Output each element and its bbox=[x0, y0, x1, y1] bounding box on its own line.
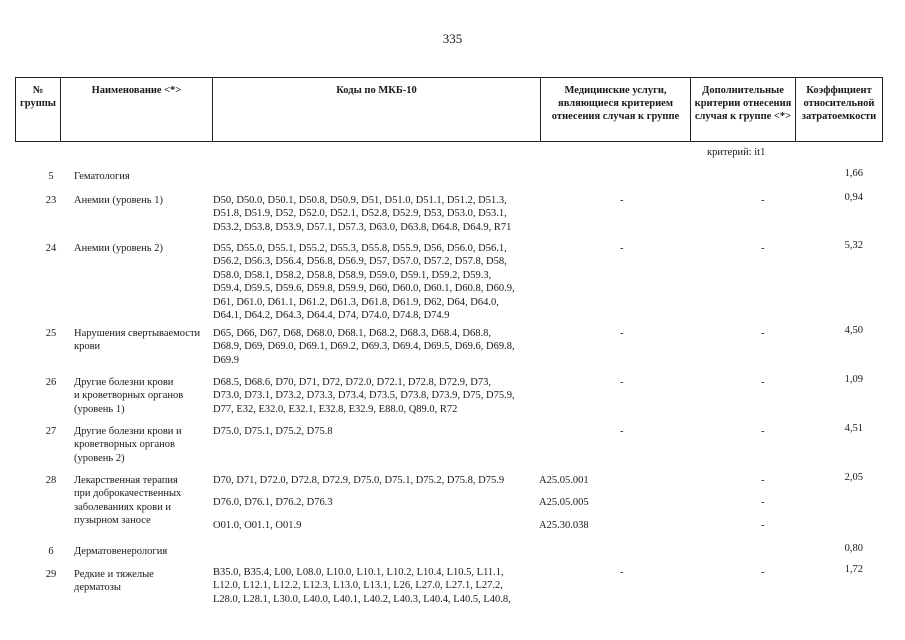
group-number: 6 bbox=[48, 546, 54, 557]
medical-service: - bbox=[620, 243, 624, 254]
additional-criteria: - bbox=[761, 497, 765, 508]
medical-service: - bbox=[620, 328, 624, 339]
additional-criteria: - bbox=[761, 567, 765, 578]
icd-codes: D50, D50.0, D50.1, D50.8, D50.9, D51, D51.0, D51.1, D51.2, D51.3, D51.8, D51.9, D52, D52.0, D52.1, D52.8, D52.9, D53, D53.0, D53.1, D53.2, D53.8, D53.9, D57.1, D57.3, D63.0, D63.8, D64.8, D64.9, R71 bbox=[213, 195, 512, 233]
icd-codes: D75.0, D75.1, D75.2, D75.8 bbox=[213, 426, 333, 437]
group-number: 29 bbox=[45, 569, 57, 580]
medical-service: - bbox=[620, 567, 624, 578]
group-name: Дерматовенерология bbox=[74, 546, 168, 557]
group-name: Анемии (уровень 2) bbox=[74, 243, 163, 254]
header-coefficient: Коэффициент относительной затратоемкости bbox=[801, 85, 877, 122]
medical-service: A25.05.001 bbox=[539, 475, 589, 486]
medical-service: - bbox=[620, 377, 624, 388]
group-number: 23 bbox=[45, 195, 57, 206]
header-medical-services: Медицинские услуги, являющиеся критерием отнесения случая к группе bbox=[541, 78, 691, 141]
additional-criteria: - bbox=[761, 328, 765, 339]
group-number: 26 bbox=[45, 377, 57, 388]
header-group-number: № группы bbox=[16, 78, 61, 141]
icd-codes: O01.0, O01.1, O01.9 bbox=[213, 520, 302, 531]
coefficient: 1,09 bbox=[844, 374, 863, 385]
coefficient: 0,80 bbox=[844, 543, 863, 554]
coefficient: 1,66 bbox=[844, 168, 863, 179]
additional-criteria: - bbox=[761, 243, 765, 254]
medical-service: - bbox=[620, 426, 624, 437]
coefficient: 4,50 bbox=[844, 325, 863, 336]
coefficient: 1,72 bbox=[844, 564, 863, 575]
icd-codes: B35.0, B35.4, L00, L08.0, L10.0, L10.1, L10.2, L10.4, L10.5, L11.1, L12.0, L12.1, L12.2, L12.3, L13.0, L13.1, L26, L27.0, L27.1, L27.2, L28.0, L28.1, L30.0, L40.0, L40.1, L40.2, L40.3, L40.4, L40.5, L40.8, bbox=[213, 567, 511, 605]
group-name: Лекарственная терапия при доброкачественных заболеваниях крови и пузырном заносе bbox=[74, 475, 182, 527]
group-number: 24 bbox=[45, 243, 57, 254]
coefficient: 2,05 bbox=[844, 472, 863, 483]
group-number: 5 bbox=[48, 171, 54, 182]
coefficient: 5,32 bbox=[844, 240, 863, 251]
medical-service: - bbox=[620, 195, 624, 206]
additional-criteria: - bbox=[761, 426, 765, 437]
group-name: Анемии (уровень 1) bbox=[74, 195, 163, 206]
additional-criteria: - bbox=[761, 520, 765, 531]
additional-criteria: - bbox=[761, 195, 765, 206]
header-icd-codes: Коды по МКБ-10 bbox=[213, 78, 541, 141]
page-number: 335 bbox=[442, 31, 463, 46]
additional-criteria: - bbox=[761, 377, 765, 388]
group-name: Другие болезни крови и кроветворных органов (уровень 1) bbox=[74, 377, 184, 415]
coefficient: 0,94 bbox=[844, 192, 863, 203]
group-name: Редкие и тяжелые дерматозы bbox=[74, 569, 154, 594]
medical-service: A25.05.005 bbox=[539, 497, 589, 508]
group-number: 27 bbox=[45, 426, 57, 437]
group-name: Гематология bbox=[74, 171, 130, 182]
coefficient: 4,51 bbox=[844, 423, 863, 434]
icd-codes: D76.0, D76.1, D76.2, D76.3 bbox=[213, 497, 333, 508]
group-name: Другие болезни крови и кроветворных органов (уровень 2) bbox=[74, 426, 182, 464]
icd-codes: D65, D66, D67, D68, D68.0, D68.1, D68.2, D68.3, D68.4, D68.8, D68.9, D69, D69.0, D69.1, D69.2, D69.3, D69.4, D69.5, D69.6, D69.8, D69.9 bbox=[213, 328, 515, 366]
group-name: Нарушения свертываемости крови bbox=[74, 328, 201, 353]
icd-codes: D68.5, D68.6, D70, D71, D72, D72.0, D72.1, D72.8, D72.9, D73, D73.0, D73.1, D73.2, D73.3, D73.4, D73.5, D73.8, D73.9, D75, D75.9, D77, E32, E32.0, E32.1, E32.8, E32.9, E88.0, Q89.0, R72 bbox=[213, 377, 515, 415]
icd-codes: D55, D55.0, D55.1, D55.2, D55.3, D55.8, D55.9, D56, D56.0, D56.1, D56.2, D56.3, D56.4, D56.8, D56.9, D57, D57.0, D57.2, D57.8, D58, D58.0, D58.1, D58.2, D58.8, D58.9, D59.0, D59.1, D59.2, D59.3, D59.4, D59.5, D59.6, D59.8, D59.9, D60, D60.0, D60.1, D60.8, D60.9, D61, D61.0, D61.1, D61.2, D61.3, D61.8, D61.9, D62, D64, D64.0, D64.1, D64.2, D64.3, D64.4, D74, D74.0, D74.8, D74.9 bbox=[213, 243, 515, 322]
group-number: 25 bbox=[45, 328, 57, 339]
criteria-note: критерий: it1 bbox=[707, 147, 766, 158]
group-number: 28 bbox=[45, 475, 57, 486]
medical-service: A25.30.038 bbox=[539, 520, 589, 531]
header-additional-criteria: Дополнительные критерии отнесения случая к группе <*> bbox=[691, 78, 796, 141]
additional-criteria: - bbox=[761, 475, 765, 486]
table-header bbox=[15, 77, 883, 142]
icd-codes: D70, D71, D72.0, D72.8, D72.9, D75.0, D75.1, D75.2, D75.8, D75.9 bbox=[213, 475, 505, 486]
header-name: Наименование <*> bbox=[61, 78, 213, 141]
